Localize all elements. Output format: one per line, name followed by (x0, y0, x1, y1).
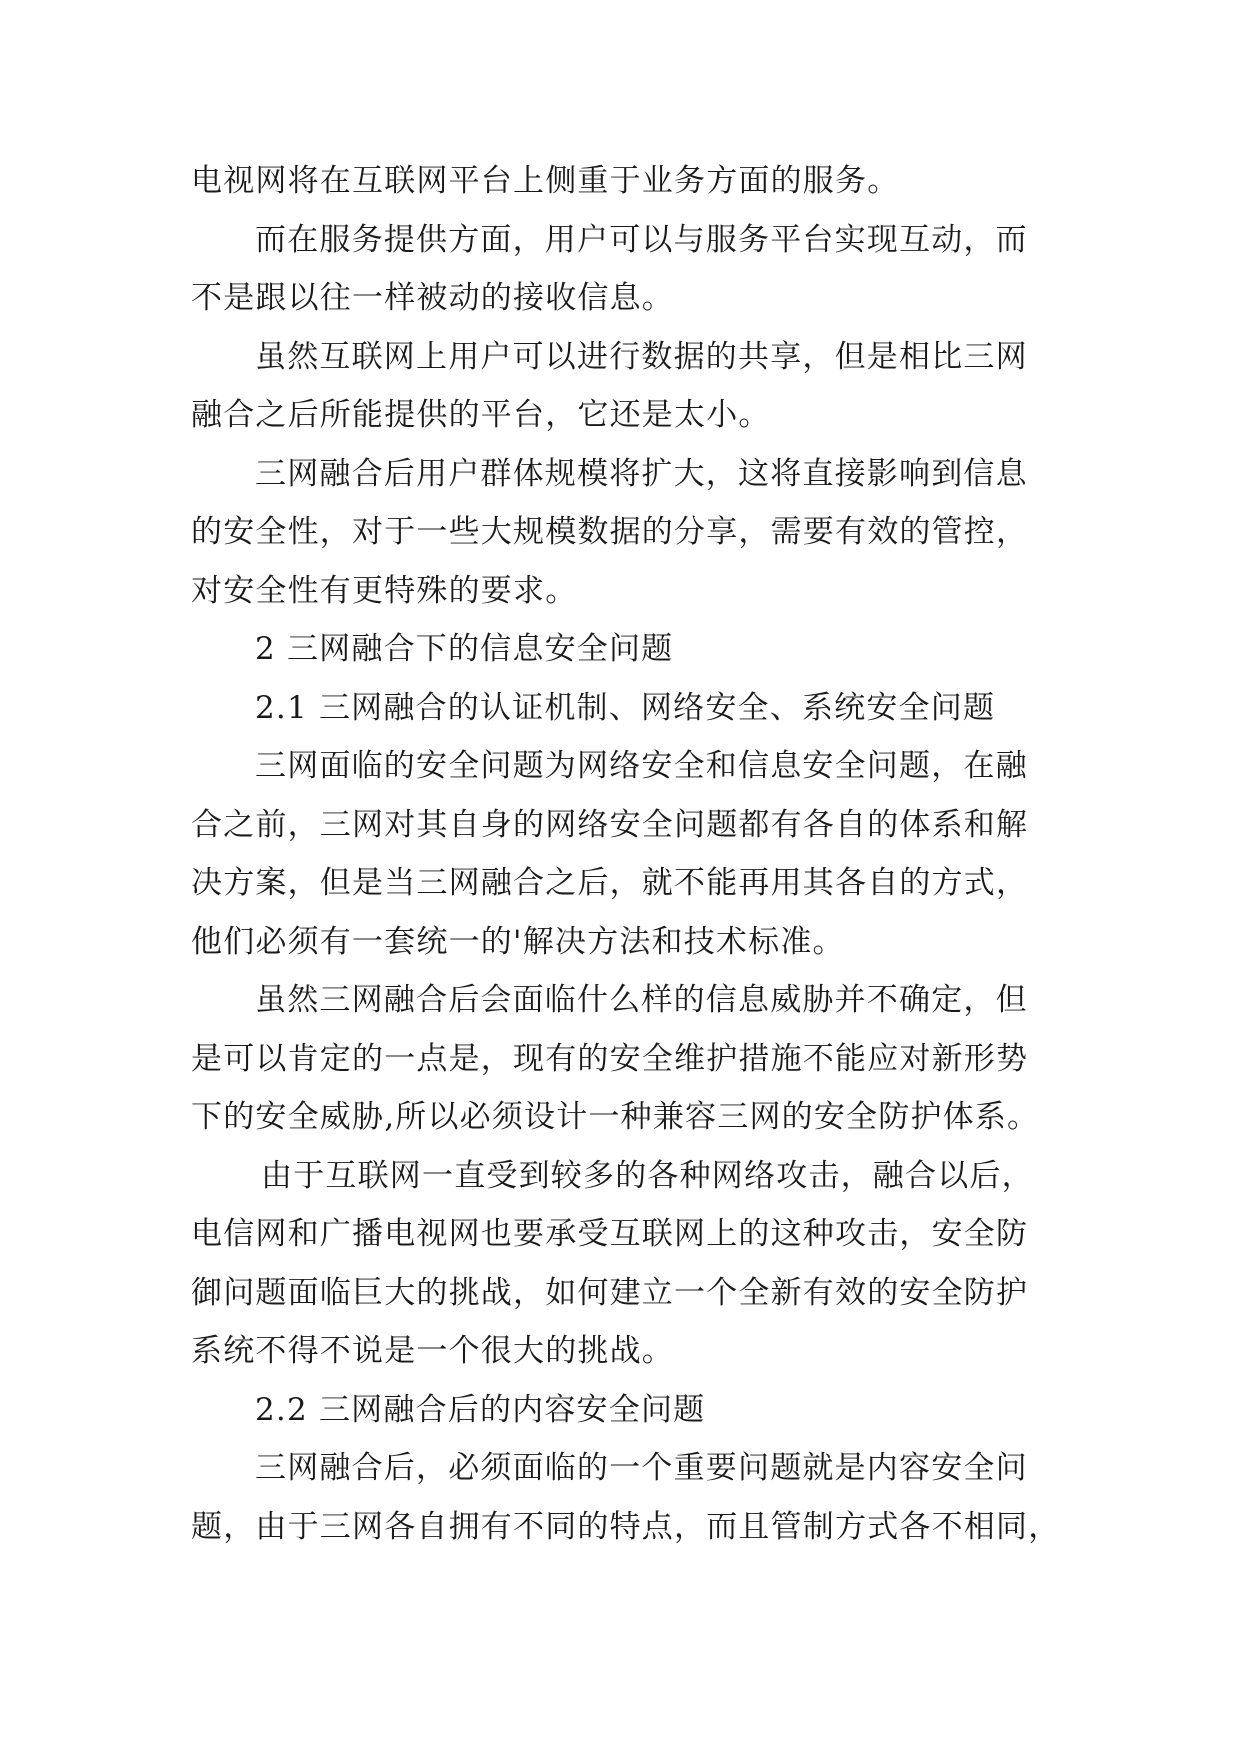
paragraph-line: 下的安全威胁,所以必须设计一种兼容三网的安全防护体系。 (191, 1099, 1040, 1135)
paragraph-line-first: 而在服务提供方面，用户可以与服务平台实现互动，而 (255, 221, 1028, 258)
paragraph-line-continuation: 电视网将在互联网平台上侧重于业务方面的服务。 (191, 163, 900, 199)
paragraph-line: 电信网和广播电视网也要承受互联网上的这种攻击，安全防 (191, 1216, 1029, 1252)
paragraph-line: 的安全性，对于一些大规模数据的分享，需要有效的管控， (191, 514, 1029, 550)
subsection-heading: 2.2 三网融合后的内容安全问题 (255, 1391, 706, 1428)
paragraph-line: 融合之后所能提供的平台，它还是太小。 (191, 397, 771, 433)
paragraph-line-first: 三网面临的安全问题为网络安全和信息安全问题，在融 (255, 748, 1028, 784)
paragraph-line: 御问题面临巨大的挑战，如何建立一个全新有效的安全防护 (191, 1274, 1029, 1311)
section-heading: 2 三网融合下的信息安全问题 (255, 631, 674, 667)
paragraph-line: 题，由于三网各自拥有不同的特点，而且管制方式各不相同， (191, 1508, 1061, 1545)
paragraph-line-first: 虽然三网融合后会面临什么样的信息威胁并不确定，但 (255, 982, 1028, 1018)
paragraph-line: 不是跟以往一样被动的接收信息。 (191, 280, 674, 316)
paragraph-line-first: 虽然互联网上用户可以进行数据的共享，但是相比三网 (255, 338, 1028, 375)
paragraph-line-first: 由于互联网一直受到较多的各种网络攻击，融合以后， (261, 1157, 1034, 1194)
subsection-heading: 2.1 三网融合的认证机制、网络安全、系统安全问题 (255, 689, 996, 726)
paragraph-line: 系统不得不说是一个很大的挑战。 (191, 1333, 674, 1369)
paragraph-line: 对安全性有更特殊的要求。 (191, 572, 578, 609)
paragraph-line: 决方案，但是当三网融合之后，就不能再用其各自的方式， (191, 865, 1029, 901)
paragraph-line: 合之前，三网对其自身的网络安全问题都有各自的体系和解 (191, 806, 1029, 843)
paragraph-line: 是可以肯定的一点是，现有的安全维护措施不能应对新形势 (191, 1040, 1029, 1077)
document-body (191, 152, 1061, 1556)
paragraph-line-first: 三网融合后，必须面临的一个重要问题就是内容安全问 (255, 1450, 1028, 1486)
paragraph-line: 他们必须有一套统一的'解决方法和技术标准。 (191, 923, 845, 960)
paragraph-line-first: 三网融合后用户群体规模将扩大，这将直接影响到信息 (255, 455, 1028, 492)
